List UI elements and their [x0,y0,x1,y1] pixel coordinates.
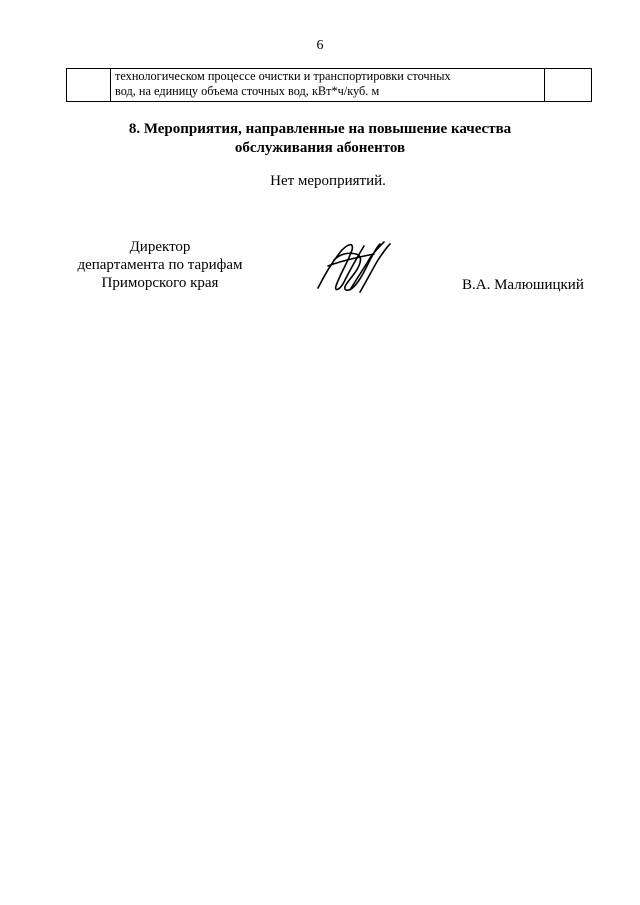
table [66,68,592,102]
table-cell-description [111,69,545,101]
table-description-line: вод, на единицу объема сточных вод, кВт*ч/куб. м [115,83,380,98]
signer-position-line: Директор [129,239,191,255]
signer-position-line: Приморского края [101,275,219,291]
signer-name: В.А. Малюшицкий [462,277,584,293]
page-number: 6 [316,38,324,53]
signer-position [60,238,260,292]
section-title-line: 8. Мероприятия, направленные на повышение качества [128,121,512,137]
section-body: Нет мероприятий. [270,173,386,189]
table-cell-value [545,69,591,101]
handwritten-signature [314,236,394,296]
section-title [0,120,640,158]
section-title-line: обслуживания абонентов [234,140,406,156]
table-cell-number [67,69,111,101]
signer-position-line: департамента по тарифам [77,257,243,273]
table-description-line: технологическом процессе очистки и транспортировки сточных [115,69,451,83]
